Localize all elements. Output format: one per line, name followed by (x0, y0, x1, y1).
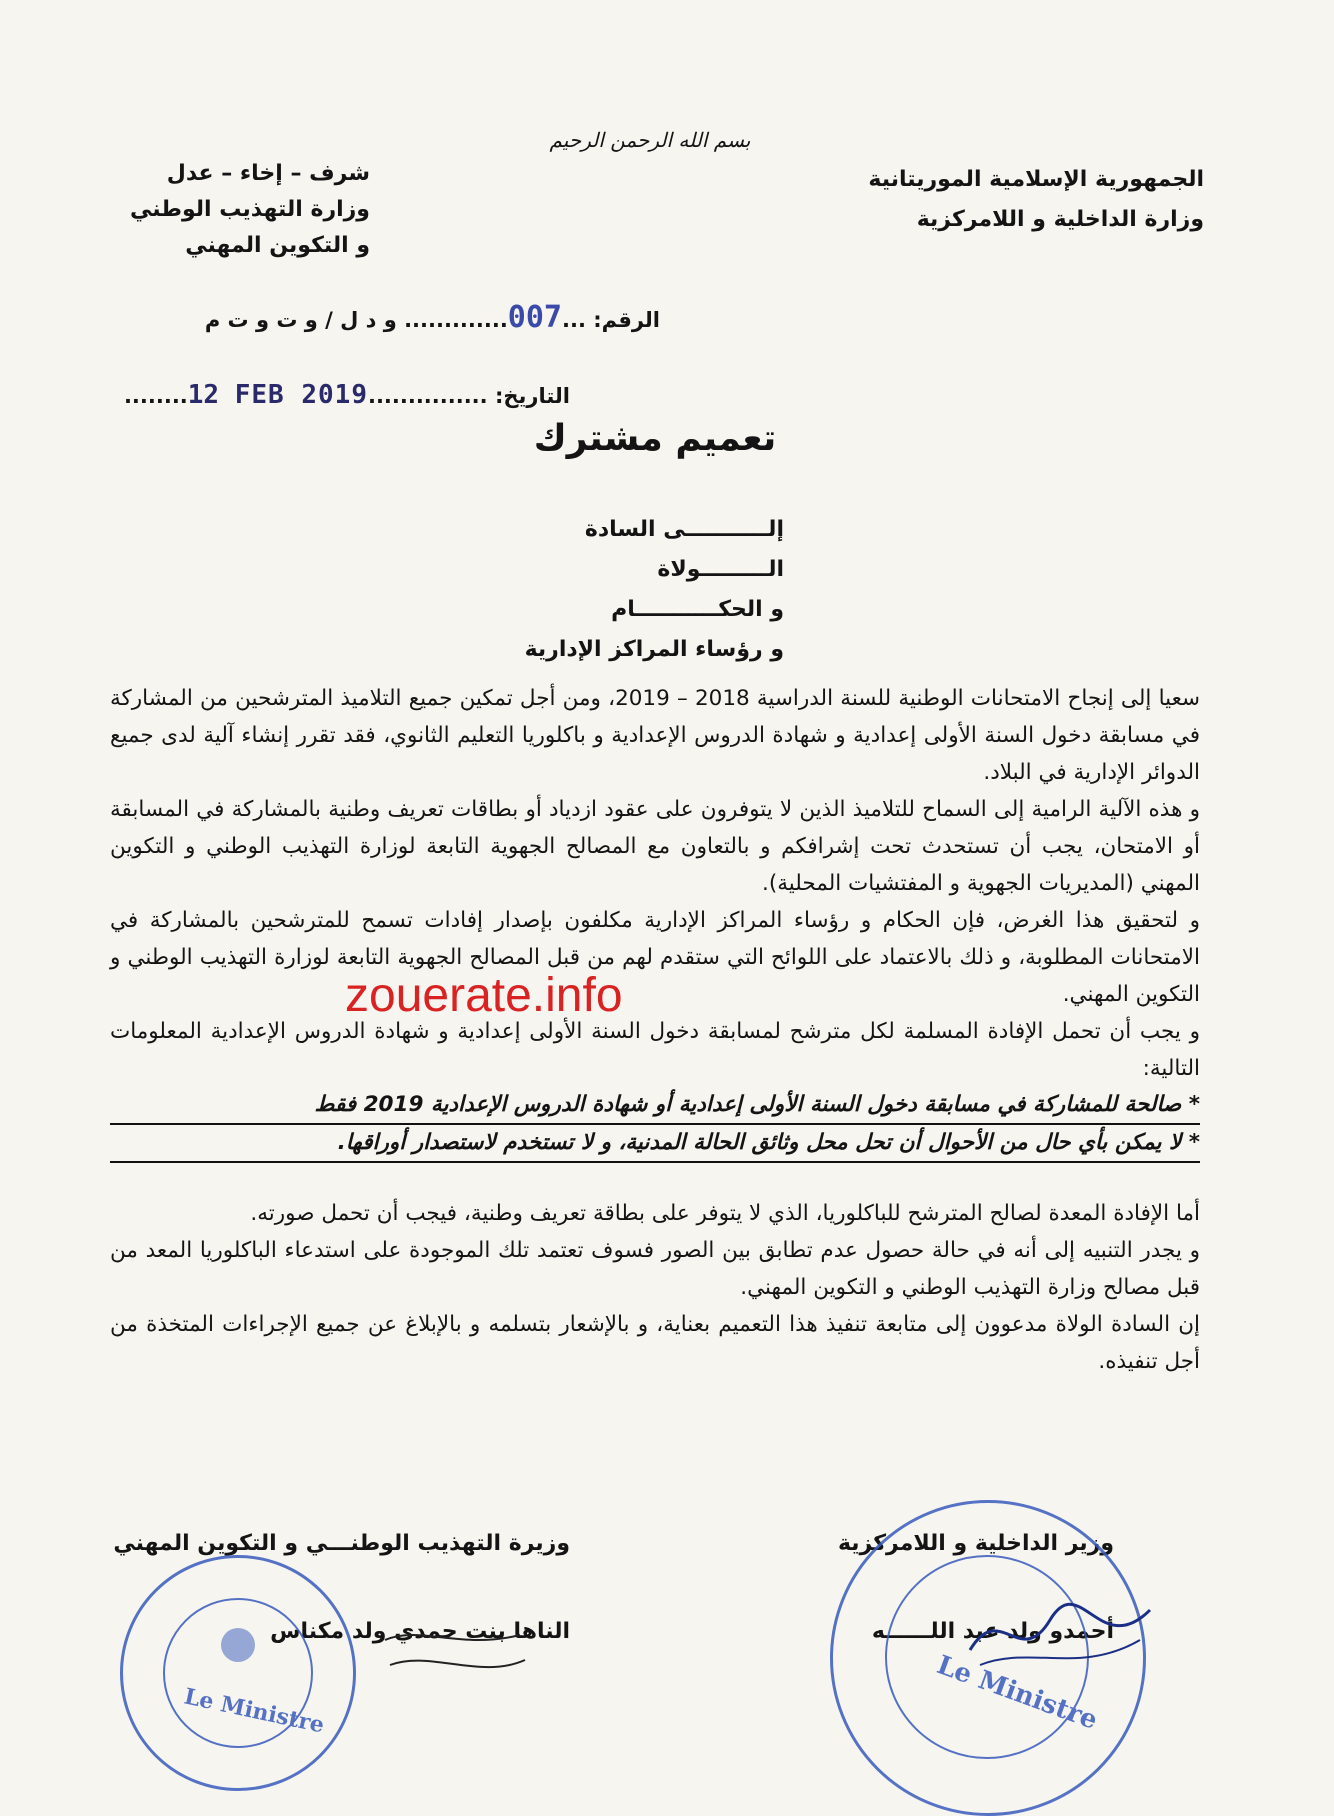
republic-name: الجمهورية الإسلامية الموريتانية (868, 167, 1204, 192)
paragraph: و يجب أن تحمل الإفادة المسلمة لكل مترشح لمسابقة دخول السنة الأولى إعدادية و شهادة الدروس الإعدادية المعلومات التالية: (110, 1019, 1200, 1081)
ministry-interior: وزارة الداخلية و اللامركزية (916, 207, 1204, 232)
reference-number: 007 (507, 300, 562, 335)
reference-line (160, 300, 660, 335)
signature-scribble-icon (960, 1590, 1160, 1680)
signatory-name: أحمدو ولد عبد اللــــــه (871, 1619, 1114, 1644)
ministry-education: وزارة التهذيب الوطني (130, 197, 370, 222)
document-body (110, 680, 1200, 1380)
paragraph: و هذه الآلية الرامية إلى السماح للتلاميذ الذين لا يتوفرون على عقود ازدياد أو بطاقات تعريف وطنية بالمشاركة في المسابقة أو الامتحان، يجب أن تستحدث تحت إشرافكم و بالتعاون مع المصالح الجهوية التابعة لوزارة التهذيب الوطني و التكوين المهني (المديريات الجهوية و المفتشيات المحلية). (110, 797, 1200, 896)
addressees (384, 510, 784, 670)
date-suffix: ........ (123, 384, 188, 408)
official-stamp-icon (120, 1555, 356, 1791)
stamp-text: Le Ministre (181, 1683, 327, 1739)
signatory-title: وزيرة التهذيب الوطنـــي و التكوين المهني (113, 1531, 570, 1556)
paragraph: إن السادة الولاة مدعوون إلى متابعة تنفيذ هذا التعميم بعناية، و بالإشعار بتسلمه و بالإبلاغ عن جميع الإجراءات المتخذة من أجل تنفيذه. (110, 1312, 1200, 1374)
paragraph: أما الإفادة المعدة لصالح المترشح للباكلوريا، الذي لا يتوفر على بطاقة تعريف وطنية، فيجب أن تحمل صورته. (250, 1201, 1200, 1226)
national-motto: شرف – إخاء – عدل (166, 161, 370, 186)
addressee-line: إلـــــــــــى السادة (584, 517, 784, 542)
watermark: zouerate.info (345, 969, 623, 1022)
date-line (120, 380, 570, 410)
paragraph: و يجدر التنبيه إلى أنه في حالة حصول عدم تطابق بين الصور فسوف تعتمد تلك الموجودة على استدعاء الباكلوريا المعد من قبل مصالح وزارة التهذيب الوطني و التكوين المهني. (110, 1238, 1200, 1300)
signatory-name: الناها بنت حمدي ولد مكناس (270, 1619, 570, 1644)
addressee-line: و رؤساء المراكز الإدارية (524, 637, 784, 662)
paragraph: سعيا إلى إنجاح الامتحانات الوطنية للسنة الدراسية 2018 – 2019، ومن أجل تمكين جميع التلاميذ المترشحين من المشاركة في مسابقة دخول السنة الأولى إعدادية و شهادة الدروس الإعدادية و باكلوريا التعليم الثانوي، فقد تقرر إنشاء آلية لدى جميع الدوائر الإدارية في البلاد. (110, 686, 1200, 785)
addressee-line: الـــــــــولاة (657, 557, 784, 582)
date-label: التاريخ: ............... (367, 384, 570, 408)
addressee-line: و الحكـــــــــــام (611, 597, 784, 622)
signatory-title: وزير الداخلية و اللامركزية (837, 1531, 1114, 1556)
emphasis-line: * صالحة للمشاركة في مسابقة دخول السنة الأولى إعدادية أو شهادة الدروس الإعدادية 2019 فقط (110, 1087, 1200, 1125)
basmala: بسم الله الرحمن الرحيم (549, 128, 751, 152)
header-left (110, 156, 370, 264)
ministry-education-2: و التكوين المهني (185, 233, 370, 258)
reference-label: الرقم: ... (561, 308, 660, 332)
reference-suffix: ............. و د ل / و ت و ت م (204, 308, 508, 332)
document-title: تعميم مشترك (533, 418, 777, 459)
emphasis-line: * لا يمكن بأي حال من الأحوال أن تحل محل وثائق الحالة المدنية، و لا تستخدم لاستصدار أوراقها. (110, 1125, 1200, 1163)
date-stamp: 12 FEB 2019 (187, 380, 368, 410)
paragraph: و لتحقيق هذا الغرض، فإن الحكام و رؤساء المراكز الإدارية مكلفون بإصدار إفادات تسمح للمترشحين بالمشاركة في الامتحانات المطلوبة، و ذلك بالاعتماد على اللوائح التي ستقدم لهم من قبل المصالح الجهوية التابعة لوزارة التهذيب الوطني و التكوين المهني. (110, 908, 1200, 1007)
header-right (868, 160, 1204, 240)
signature-scribble-icon (380, 1620, 530, 1700)
stamp-text: Le Ministre (932, 1650, 1102, 1736)
